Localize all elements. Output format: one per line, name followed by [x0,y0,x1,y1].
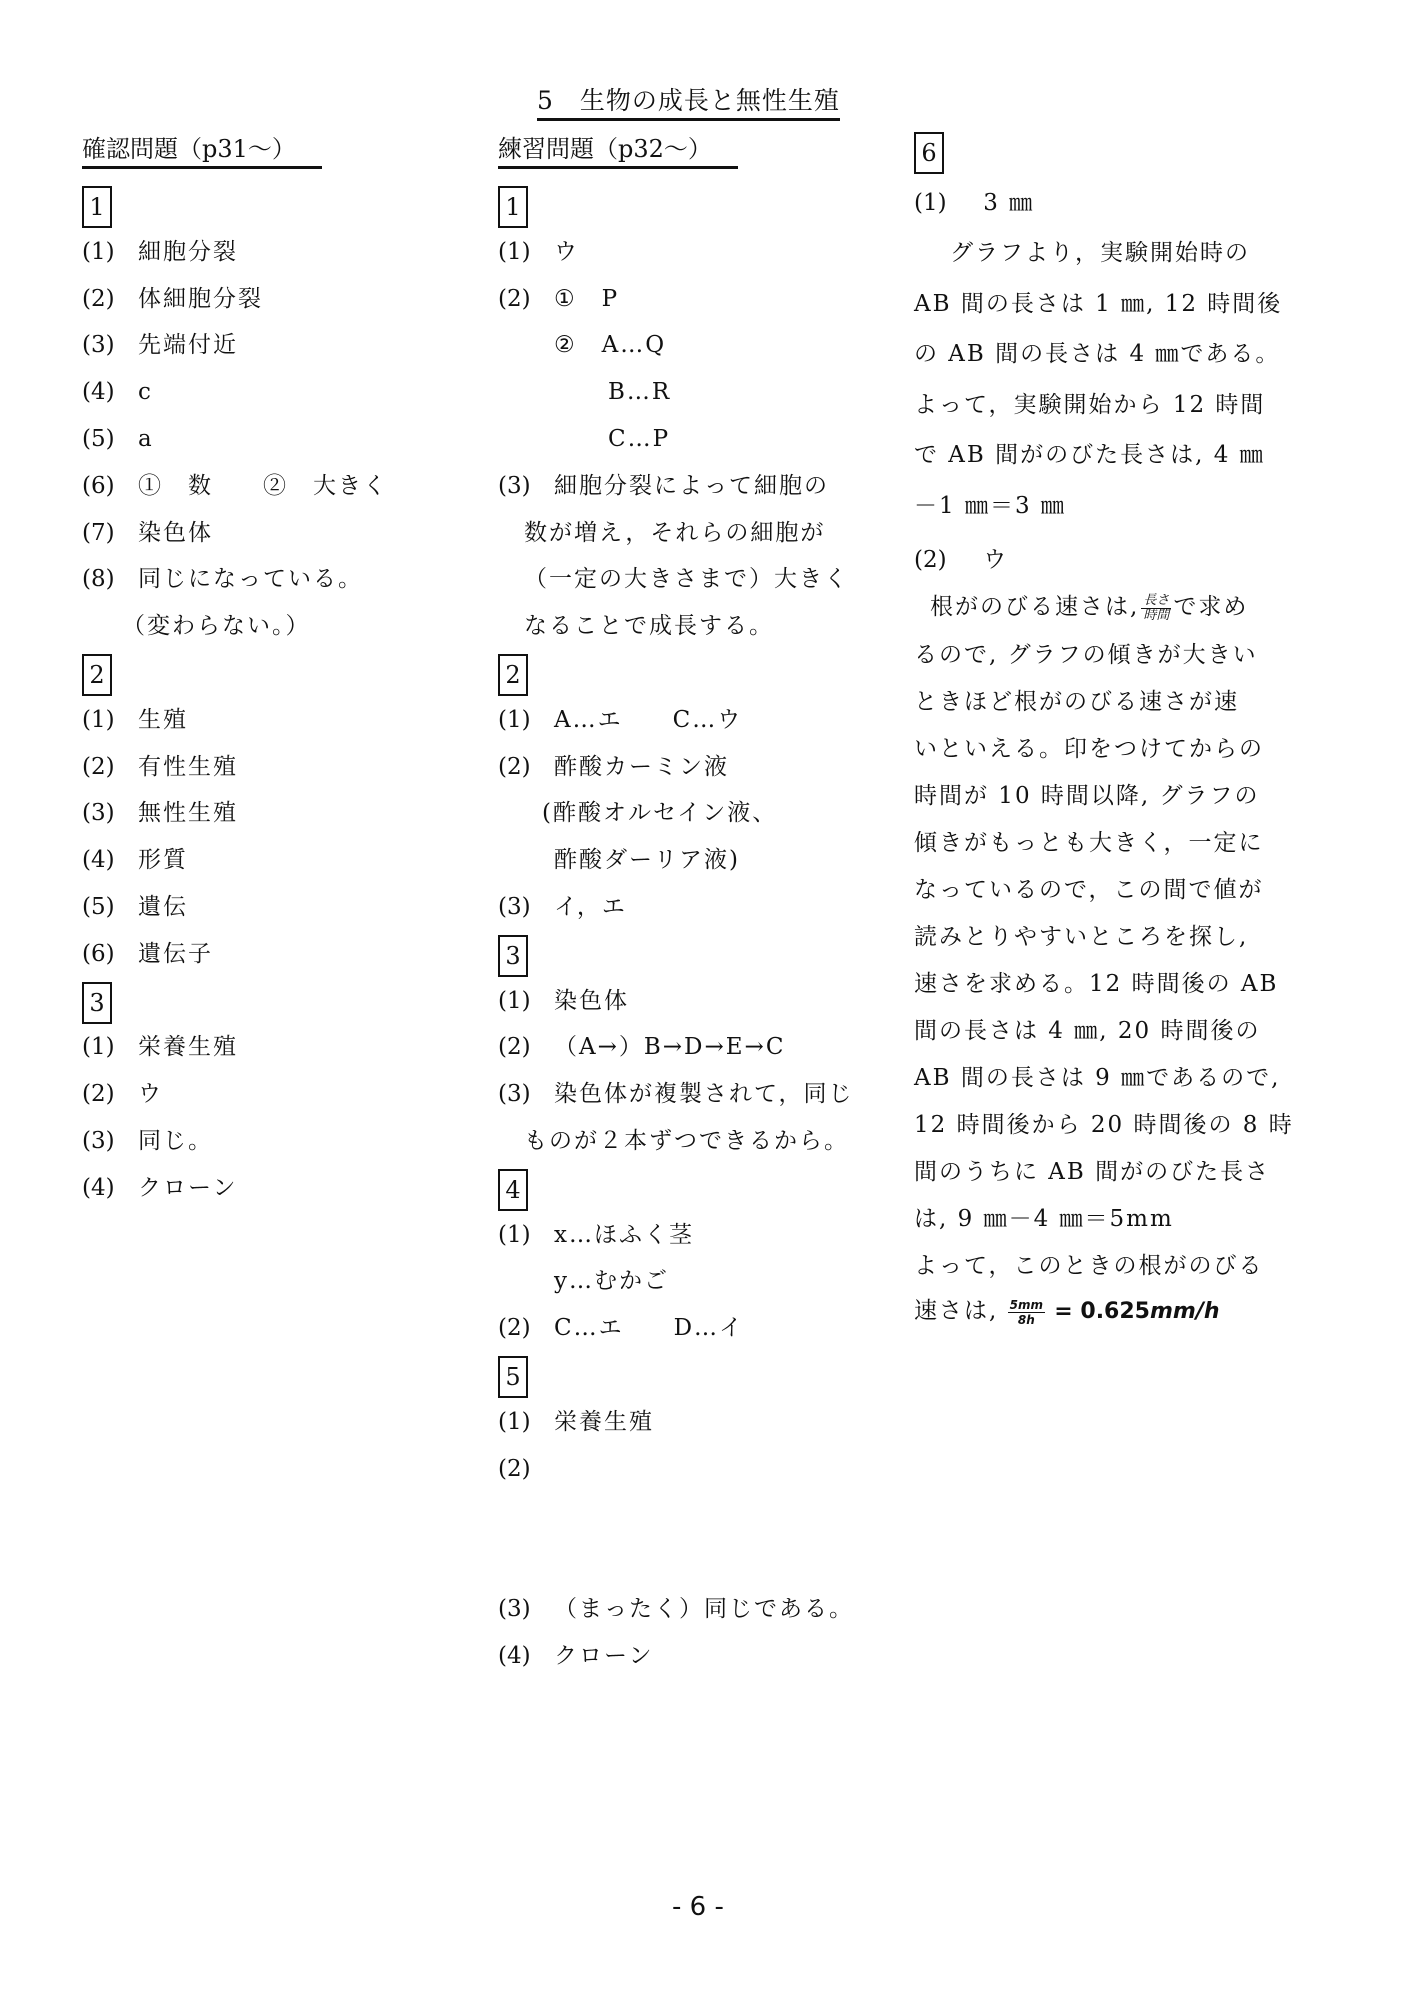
explanation-line [914,875,1264,905]
explanation-line [914,1251,1264,1281]
answer-row [498,798,777,828]
answer-text: 遺伝 [138,894,188,920]
question-number: (5) [82,426,115,452]
answer-row [82,564,363,594]
explanation-line [914,922,1248,952]
answer-text: ① 数 ② 大きく [138,472,388,499]
section-box-6: 6 [914,132,944,174]
answer-row [498,377,671,407]
explanation-text: は, 9 ㎜－4 ㎜＝5mm [914,1206,1174,1232]
section-box-1: 1 [498,186,528,228]
answer-row [82,611,311,641]
answer-text: なることで成長する。 [524,613,774,640]
answer-row [498,471,829,501]
question-number: (2) [498,753,531,780]
answer-text: 有性生殖 [138,753,238,780]
explanation-text: AB 間の長さは 1 ㎜, 12 時間後 [914,290,1283,317]
explanation-text: るので, グラフの傾きが大きい [914,642,1258,668]
explanation-line [914,390,1265,420]
final-unit: mm/h [1149,1299,1220,1324]
answer-text: 栄養生殖 [554,1408,654,1435]
answer-text: （一定の大きさまで）大きく [524,566,849,593]
answer-row [82,424,154,454]
col1-heading: 確認問題（p31～） [82,134,322,169]
explanation-line [914,339,1280,369]
explanation-line [914,1204,1174,1234]
answer-row [498,611,774,641]
question-number: (1) [82,238,115,265]
question-number: (3) [498,1081,531,1108]
answer-text: C…P [608,426,671,452]
answer-text: x…ほふく茎 [554,1221,694,1248]
q2-line1-pre: 根がのびる速さは, [930,594,1140,620]
answer-row [498,424,670,454]
question-number: (2) [498,1455,531,1482]
question-number: (4) [82,1174,115,1201]
speed-fraction-denominator: 8h [1017,1312,1035,1327]
question-number: (2) [82,753,115,780]
q2-answer: ウ [983,547,1009,573]
answer-text: イ，エ [554,894,627,920]
answer-text: (酢酸オルセイン液、 [542,800,778,827]
answer-text: 先端付近 [138,332,238,359]
question-number: (3) [82,332,115,359]
explanation-text: いといえる。印をつけてからの [914,736,1264,762]
answer-text: B…R [608,379,672,406]
final-equals-value: = 0.625 [1054,1299,1150,1324]
explanation-text: 傾きがもっとも大きく，一定に [914,830,1264,856]
q1-number: (1) [914,190,947,216]
explanation-text: 時間が 10 時間以降, グラフの [914,783,1260,809]
question-number: (4) [82,379,115,406]
answer-text: 生殖 [138,706,188,733]
answer-text: a [138,426,154,452]
answer-text: ウ [138,1081,163,1108]
answer-row [498,284,619,314]
final-answer-line [914,1296,1220,1327]
answer-row [498,752,729,782]
section-box-3: 3 [498,935,528,977]
answer-text: クローン [554,1643,654,1670]
answer-text: クローン [138,1174,238,1201]
explanation-line [950,238,1250,268]
answer-row [82,518,213,548]
question-number: (1) [498,1221,531,1248]
question-number: (3) [498,1596,531,1623]
answer-text: 形質 [138,847,188,874]
answer-text: A…エ C…ウ [554,706,743,733]
answer-row [498,237,579,267]
answer-row [498,705,742,735]
explanation-text: 間の長さは 4 ㎜, 20 時間後の [914,1018,1261,1044]
section-box-5: 5 [498,1356,528,1398]
answer-row [82,377,153,407]
answer-row [498,1126,849,1156]
answer-row [82,1032,238,1062]
answer-row [82,845,188,875]
answer-text: （A→）B→D→E→C [554,1034,786,1061]
answer-row [82,798,238,828]
section-box-2: 2 [82,654,112,696]
q2-number: (2) [914,547,947,573]
explanation-line [914,491,1066,521]
page-title: 5 生物の成長と無性生殖 [537,86,840,121]
answer-row [498,986,629,1016]
question-number: (3) [498,472,531,499]
speed-fraction-numerator: 5mm [1009,1297,1043,1312]
col2-heading: 練習問題（p32～） [498,134,738,169]
question-number: (1) [82,706,115,733]
answer-text: ウ [554,238,579,265]
page-number: - 6 - [672,1892,724,1922]
explanation-line [914,969,1278,999]
answer-row [82,284,263,314]
length-over-time-fraction [1141,594,1171,623]
question-number: (1) [498,706,531,733]
answer-text: 染色体 [138,519,213,546]
question-number: (3) [82,1128,115,1154]
explanation-line [914,1016,1260,1046]
explanation-text: よって，実験開始から 12 時間 [914,391,1266,418]
answer-text: y…むかご [554,1268,669,1295]
fraction-numerator: 長さ [1143,592,1170,608]
question-number: (3) [82,800,115,827]
explanation-text: 速さを求める。12 時間後の AB [914,971,1279,997]
answer-text: 酢酸ダーリア液) [554,847,740,874]
question-number: (4) [82,847,115,874]
answer-text: 同じになっている。 [138,566,363,593]
question-number: (3) [498,894,531,920]
question-number: (1) [82,1034,115,1061]
answer-text: 同じ。 [138,1128,213,1154]
answer-row [82,1173,238,1203]
answer-row [82,1079,163,1109]
section-box-4: 4 [498,1169,528,1211]
answer-row [498,1594,854,1624]
explanation-line [914,687,1239,717]
question-number: (2) [498,1034,531,1061]
answer-text: 染色体が複製されて，同じ [554,1081,854,1108]
section-box-1: 1 [82,186,112,228]
answer-row [498,564,849,594]
q2-row [914,545,1008,575]
explanation-text: なっているので，この間で値が [914,877,1264,903]
question-number: (1) [498,238,531,265]
question-number: (2) [82,285,115,312]
answer-row [82,330,238,360]
explanation-text: で AB 間がのびた長さは, 4 ㎜ [914,442,1265,468]
answer-text: 無性生殖 [138,800,238,827]
question-number: (2) [498,1315,531,1342]
question-number: (4) [498,1643,531,1670]
q2-line1-post: で求め [1173,594,1249,620]
answer-text: 遺伝子 [138,940,213,967]
explanation-line [914,781,1260,811]
question-number: (6) [82,472,115,499]
answer-row [498,892,627,922]
question-number: (6) [82,940,115,967]
explanation-text: グラフより，実験開始時の [950,240,1250,266]
answer-text: ② A…Q [554,332,667,359]
question-number: (5) [82,894,115,920]
answer-text: 細胞分裂によって細胞の [554,472,829,499]
explanation-text: 12 時間後から 20 時間後の 8 時 [914,1112,1294,1138]
section-box-3: 3 [82,982,112,1024]
answer-row [82,752,238,782]
answer-text: 酢酸カーミン液 [554,753,729,780]
question-number: (2) [498,285,531,312]
explanation-line [914,289,1282,319]
answer-row [82,237,238,267]
answer-row [498,518,825,548]
answer-text: ① P [554,285,620,312]
answer-text: （変わらない。） [122,613,311,640]
speed-fraction [1008,1298,1045,1327]
explanation-line [914,828,1264,858]
explanation-text: 間のうちに AB 間がのびた長さ [914,1159,1271,1185]
answer-text: 栄養生殖 [138,1034,238,1061]
explanation-text: よって，このときの根がのびる [914,1253,1264,1279]
answer-text: （まったく）同じである。 [554,1596,854,1623]
answer-row [82,471,388,501]
answer-text: C…エ D…イ [554,1315,745,1342]
question-number: (1) [498,1408,531,1435]
explanation-line [914,440,1265,470]
explanation-line [914,1110,1294,1140]
final-pre: 速さは, [914,1298,999,1324]
answer-text: 数が増え，それらの細胞が [524,519,826,546]
explanation-text: 読みとりやすいところを探し, [914,924,1249,950]
section-box-2: 2 [498,654,528,696]
explanation-line [914,734,1264,764]
answer-row [498,1032,785,1062]
answer-row [498,1454,554,1484]
fraction-denominator: 時間 [1143,607,1170,623]
answer-row [498,1313,744,1343]
question-number: (7) [82,519,115,546]
answer-row [498,845,740,875]
answer-text: c [138,379,153,406]
explanation-text: の AB 間の長さは 4 ㎜である。 [914,341,1281,367]
q1-answer: 3 ㎜ [983,190,1035,216]
question-number: (2) [82,1081,115,1108]
answer-row [498,1641,654,1671]
question-number: (8) [82,566,115,593]
q2-line-1 [930,592,1248,623]
answer-text: 染色体 [554,987,629,1014]
answer-row [498,1407,654,1437]
answer-row [82,939,213,969]
answer-text: 体細胞分裂 [138,285,263,312]
answer-row [498,1220,694,1250]
question-number: (1) [498,987,531,1014]
explanation-text: －1 ㎜＝3 ㎜ [914,492,1066,519]
answer-row [498,1266,669,1296]
answer-row [82,705,188,735]
explanation-line [914,1063,1280,1093]
answer-text: 細胞分裂 [138,238,238,265]
answer-row [498,330,666,360]
answer-row [498,1079,854,1109]
answer-text: ものが２本ずつできるから。 [524,1128,849,1154]
explanation-text: ときほど根がのびる速さが速 [914,689,1239,715]
explanation-text: AB 間の長さは 9 ㎜であるので, [914,1065,1281,1091]
answer-row [82,1126,213,1156]
explanation-line [914,1157,1270,1187]
q1-row [914,188,1034,218]
explanation-line [914,640,1258,670]
answer-row [82,892,188,922]
